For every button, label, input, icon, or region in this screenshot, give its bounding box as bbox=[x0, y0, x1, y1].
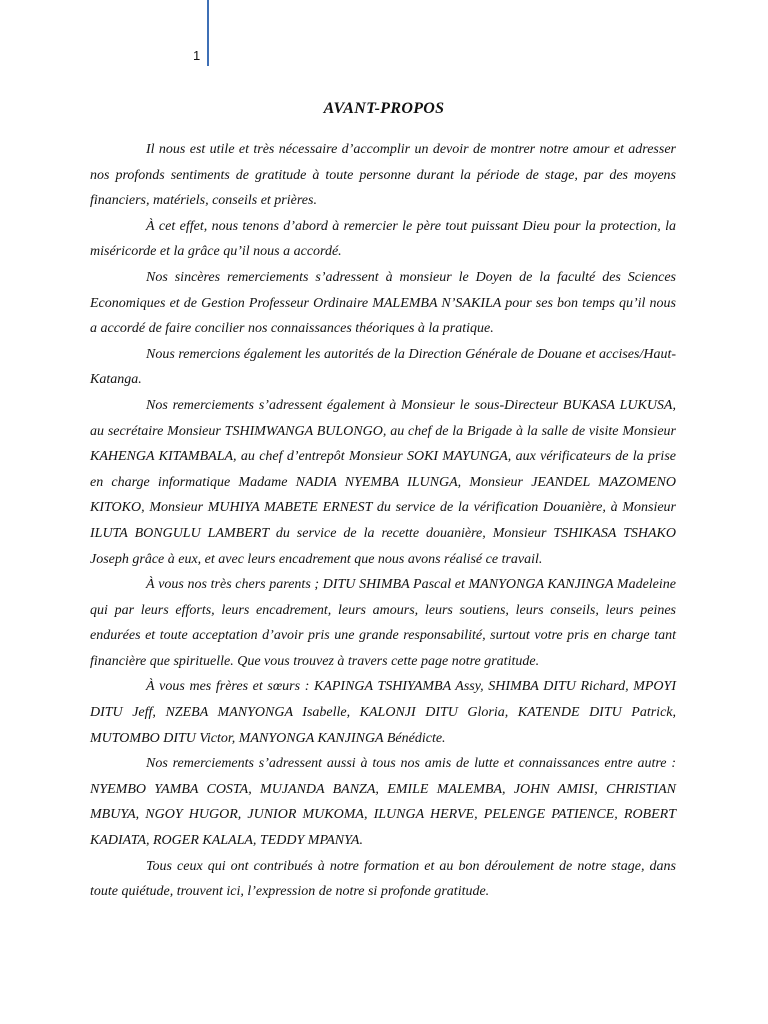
paragraph-thanks-siblings: À vous mes frères et sœurs : KAPINGA TSHIYAMBA Assy, SHIMBA DITU Richard, MPOYI DITU Jeff, NZEBA MANYONGA Isabelle, KALONJI DITU Gloria, KATENDE DITU Patrick, MUTOMBO DITU Victor, MANYONGA KANJINGA Bénédicte. bbox=[90, 679, 676, 746]
body-text bbox=[90, 137, 676, 905]
paragraph-closing: Tous ceux qui ont contribués à notre formation et au bon déroulement de notre stage, dans toute quiétude, trouvent ici, l’expression de notre si profonde gratitude. bbox=[90, 858, 676, 900]
paragraph-thanks-dean: Nos sincères remerciements s’adressent à monsieur le Doyen de la faculté des Sciences Economiques et de Gestion Professeur Ordinaire MALEMBA N’SAKILA pour ses bon temps qu’il nous a accordé de faire concilier nos connaissances théoriques à la pratique. bbox=[90, 269, 676, 337]
page-title: AVANT-PROPOS bbox=[323, 100, 445, 117]
paragraph-thanks-staff: Nos remerciements s’adressent également à Monsieur le sous-Directeur BUKASA LUKUSA, au secrétaire Monsieur TSHIMWANGA BULONGO, au chef de la Brigade à la salle de visite Monsieur KAHENGA KITAMBALA, au chef d’entrepôt Monsieur SOKI MAYUNGA, aux vérificateurs de la prise en charge informatique Madame NADIA NYEMBA ILUNGA, Monsieur JEANDEL MAZOMENO KITOKO, Monsieur MUHIYA MABETE ERNEST du service de la vérification Douanière, à Monsieur ILUTA BONGULU LAMBERT du service de la recette douanière, Monsieur TSHIKASA TSHAKO Joseph grâce à eux, et avec leurs encadrement que nous avons réalisé ce travail. bbox=[90, 397, 676, 567]
paragraph-thanks-friends: Nos remerciements s’adressent aussi à tous nos amis de lutte et connaissances entre autre : NYEMBO YAMBA COSTA, MUJANDA BANZA, EMILE MALEMBA, JOHN AMISI, CHRISTIAN MBUYA, NGOY HUGOR, JUNIOR MUKOMA, ILUNGA HERVE, PELENGE PATIENCE, ROBERT KADIATA, ROGER KALALA, TEDDY MPANYA. bbox=[90, 756, 676, 849]
paragraph-intro: Il nous est utile et très nécessaire d’accomplir un devoir de montrer notre amour et adresser nos profonds sentiments de gratitude à toute personne durant la période de stage, par des moyens financiers, matériels, conseils et prières. bbox=[90, 142, 676, 209]
margin-line bbox=[207, 0, 209, 66]
page-number: 1 bbox=[193, 48, 201, 63]
paragraph-thanks-parents: À vous nos très chers parents ; DITU SHIMBA Pascal et MANYONGA KANJINGA Madeleine qui par leurs efforts, leurs encadrement, leurs amours, leurs soutiens, leurs conseils, leurs peines endurées et toute acceptation d’avoir pris une grande responsabilité, surtout votre pris en charge tant financière que spirituelle. Que vous trouvez à travers cette page notre gratitude. bbox=[90, 577, 676, 669]
paragraph-thanks-god: À cet effet, nous tenons d’abord à remercier le père tout puissant Dieu pour la protection, la miséricorde et la grâce qu’il nous a accordé. bbox=[90, 218, 676, 260]
paragraph-thanks-authorities: Nous remercions également les autorités de la Direction Générale de Douane et accises/Haut-Katanga. bbox=[90, 346, 676, 388]
